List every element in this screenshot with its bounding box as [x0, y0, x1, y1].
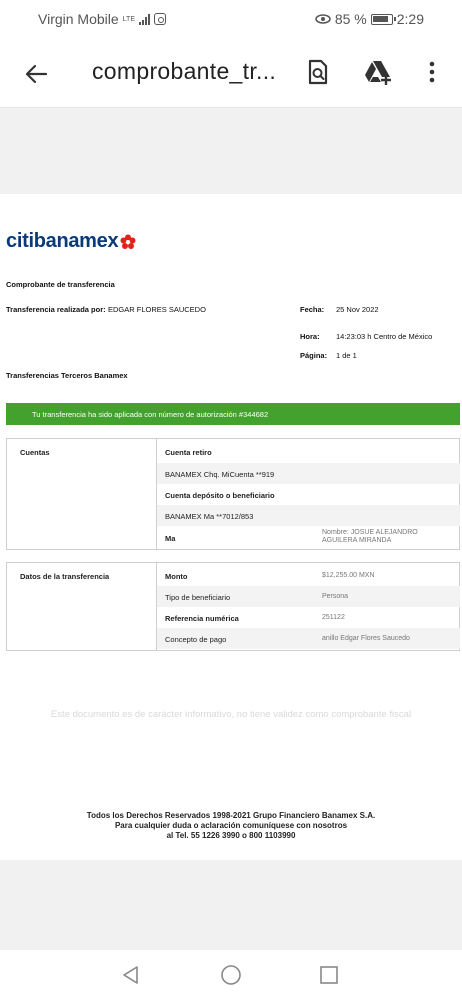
- monto-value: $12,255.00 MXN: [322, 572, 375, 579]
- hora-value: 14:23:03 h Centro de México: [336, 332, 433, 341]
- battery-percent: 85 %: [334, 11, 367, 27]
- nav-back-icon[interactable]: [120, 964, 142, 986]
- section-title: Transferencias Terceros Banamex: [6, 371, 128, 380]
- concepto-value: anillo Edgar Flores Saucedo: [322, 635, 410, 642]
- document-title: comprobante_tr...: [92, 58, 277, 84]
- fecha-value: 25 Nov 2022: [336, 305, 379, 314]
- cuenta-deposito-value-row: [157, 505, 460, 526]
- nav-home-icon[interactable]: [220, 964, 242, 986]
- app-toolbar: [0, 38, 462, 108]
- success-message: Tu transferencia ha sido aplicada con número de autorización #344682: [32, 409, 269, 419]
- tipo-value: Persona: [322, 593, 349, 600]
- logo-citi-text: citi: [6, 230, 34, 252]
- clock: 2:29: [396, 11, 424, 27]
- cuenta-deposito-value: BANAMEX Ma **7012/853: [165, 512, 254, 521]
- datos-header-cell: [7, 563, 157, 650]
- nav-recents-icon[interactable]: [318, 964, 340, 986]
- viewer-background-bottom: [0, 860, 462, 950]
- back-arrow-icon[interactable]: [22, 60, 50, 88]
- comprobante-title: Comprobante de transferencia: [6, 280, 115, 289]
- beneficiario-row: [157, 526, 460, 549]
- realizada-value: EDGAR FLORES SAUCEDO: [108, 305, 206, 314]
- monto-label: Monto: [165, 572, 188, 581]
- network-type: LTE: [122, 15, 135, 23]
- nombre-line1: Nombre: JOSUE ALEJANDRO: [322, 529, 418, 536]
- pagina-value: 1 de 1: [336, 351, 357, 360]
- citibanamex-logo: [6, 230, 136, 253]
- footer-line1: Todos los Derechos Reservados 1998-2021 Grupo Financiero Banamex S.A.: [86, 811, 376, 820]
- concepto-label: Concepto de pago: [165, 635, 227, 644]
- cuentas-header-cell: [7, 439, 157, 549]
- cuenta-retiro-value-row: [157, 463, 460, 484]
- status-bar: [0, 0, 462, 38]
- cuenta-retiro-value: BANAMEX Chq. MiCuenta **919: [165, 470, 275, 479]
- nombre-line2: AGUILERA MIRANDA: [322, 537, 392, 544]
- footer-line2: Para cualquier duda o aclaración comuníquese con nosotros: [114, 821, 348, 830]
- cuentas-header: Cuentas: [20, 448, 50, 457]
- ma-label: Ma: [165, 534, 176, 543]
- viewer-background-top: [0, 108, 462, 194]
- datos-row-monto: [157, 565, 460, 586]
- referencia-value: 251122: [322, 614, 345, 621]
- document-footer: [0, 811, 462, 841]
- datos-row-tipo: [157, 586, 460, 607]
- tipo-label: Tipo de beneficiario: [165, 593, 231, 602]
- battery-icon: [371, 14, 393, 25]
- eye-comfort-icon: [315, 13, 331, 25]
- datos-table: [6, 562, 460, 651]
- cuenta-deposito-label: Cuenta depósito o beneficiario: [165, 491, 275, 500]
- signal-icon: [139, 14, 150, 25]
- status-right: [315, 11, 424, 27]
- referencia-label: Referencia numérica: [165, 614, 239, 623]
- search-document-icon[interactable]: [304, 58, 332, 86]
- datos-row-referencia: [157, 607, 460, 628]
- logo-banamex-text: banamex: [33, 230, 119, 252]
- cuenta-retiro-label-row: [157, 441, 460, 462]
- fecha-label: Fecha:: [300, 305, 325, 314]
- instagram-icon: [154, 13, 166, 25]
- footer-line3: al Tel. 55 1226 3990 o 800 1103990: [166, 831, 296, 840]
- cuentas-table: [6, 438, 460, 550]
- pagina-label: Página:: [300, 351, 328, 360]
- cuenta-retiro-label: Cuenta retiro: [165, 448, 212, 457]
- datos-row-concepto: [157, 628, 460, 649]
- pdf-page[interactable]: [0, 194, 462, 860]
- hora-label: Hora:: [300, 332, 320, 341]
- status-left: [38, 11, 166, 27]
- more-vert-icon[interactable]: [418, 58, 446, 86]
- success-banner: [6, 403, 460, 425]
- realizada-label: Transferencia realizada por:: [6, 305, 106, 314]
- datos-header: Datos de la transferencia: [20, 572, 110, 581]
- carrier-name: Virgin Mobile: [38, 11, 119, 27]
- drive-add-icon[interactable]: [364, 58, 392, 86]
- cuenta-deposito-label-row: [157, 484, 460, 505]
- banamex-flower-icon: [120, 234, 136, 250]
- system-nav-bar: [0, 950, 462, 1000]
- disclaimer-text: Este documento es de carácter informativo, no tiene validez como comprobante fiscal: [50, 709, 412, 720]
